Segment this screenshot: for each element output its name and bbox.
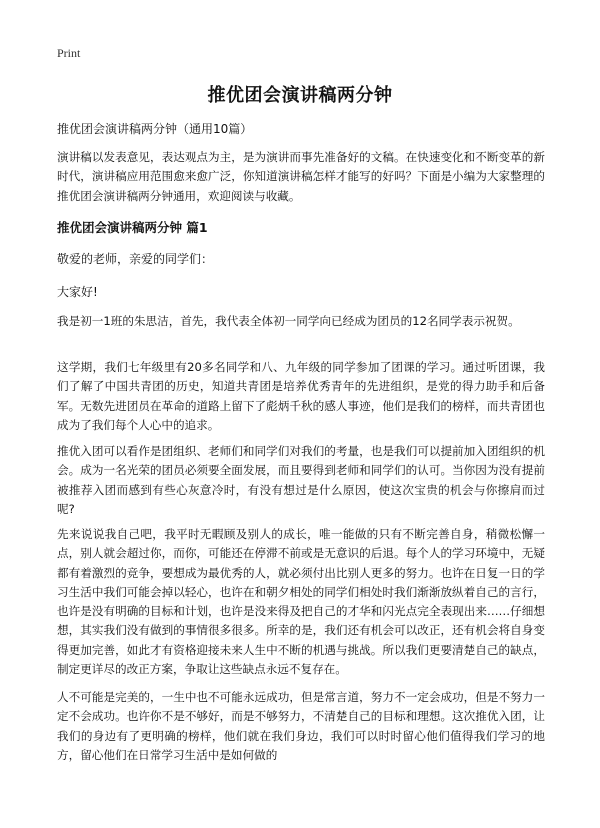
body-paragraph: 先来说说我自己吧，我平时无暇顾及别人的成长，唯一能做的只有不断完善自身，稍微松懈一点，别人就会超过你，而你，可能还在停滞不前或是无意识的后退。每个人的学习环境中，无疑都有着激烈的竞争，要想成为最优秀的人，就必须付出比别人更多的努力。也许在日复一日的学习生活中我们可能会掉以轻心，也许在和朝夕相处的同学们相处时我们渐渐放纵着自己的言行，也许是没有明确的目标和计划，也许是没来得及把自己的才华和闪光点完全表现出来……仔细想想，其实我们没有做到的事情很多很多。所幸的是，我们还有机会可以改正，还有机会将自身变得更加完善，如此才有资格迎接未来人生中不断的机遇与挑战。所以我们更要清楚自己的缺点，制定更详尽的改正方案，争取让这些缺点永远不复存在。	[57, 527, 545, 677]
print-link[interactable]: Print	[57, 46, 81, 60]
page-title: 推优团会演讲稿两分钟	[207, 85, 393, 106]
section-heading: 推优团会演讲稿两分钟 篇1	[57, 220, 208, 235]
greeting: 大家好!	[57, 285, 98, 299]
body-paragraph: 我是初一1班的朱思洁，首先，我代表全体初一同学向已经成为团员的12名同学表示祝贺。	[57, 314, 520, 328]
body-paragraph: 这学期，我们七年级里有20多名同学和八、九年级的同学参加了团课的学习。通过听团课，我们了解了中国共青团的历史，知道共青团是培养优秀青年的先进组织，是党的得力助手和后备军。无数先进团员在革命的道路上留下了彪炳千秋的感人事迹，他们是我们的榜样，而共青团也成为了我们每个人心中的追求。	[57, 360, 545, 432]
body-paragraph: 推优入团可以看作是团组织、老师们和同学们对我们的考量，也是我们可以提前加入团组织的机会。成为一名光荣的团员必须要全面发展，而且要得到老师和同学们的认可。当你因为没有提前被推荐入团而感到有些心灰意冷时，有没有想过是什么原因，使这次宝贵的机会与你擦肩而过呢?	[57, 444, 545, 516]
salutation: 敬爱的老师，亲爱的同学们：	[57, 252, 214, 266]
body-paragraph: 人不可能是完美的，一生中也不可能永远成功，但是常言道，努力不一定会成功，但是不努力一定不会成功。也许你不是不够好，而是不够努力，不清楚自己的目标和理想。这次推优入团，让我们的身边有了更明确的榜样，他们就在我们身边，我们可以时时留心他们值得我们学习的地方，留心他们在日常学习生活中是如何做的	[57, 690, 545, 762]
intro-paragraph: 演讲稿以发表意见，表达观点为主，是为演讲而事先准备好的文稿。在快速变化和不断变革的新时代，演讲稿应用范围愈来愈广泛，你知道演讲稿怎样才能写的好吗？下面是小编为大家整理的推优团会演讲稿两分钟通用，欢迎阅读与收藏。	[57, 150, 545, 203]
document-subtitle: 推优团会演讲稿两分钟（通用10篇）	[57, 122, 253, 136]
